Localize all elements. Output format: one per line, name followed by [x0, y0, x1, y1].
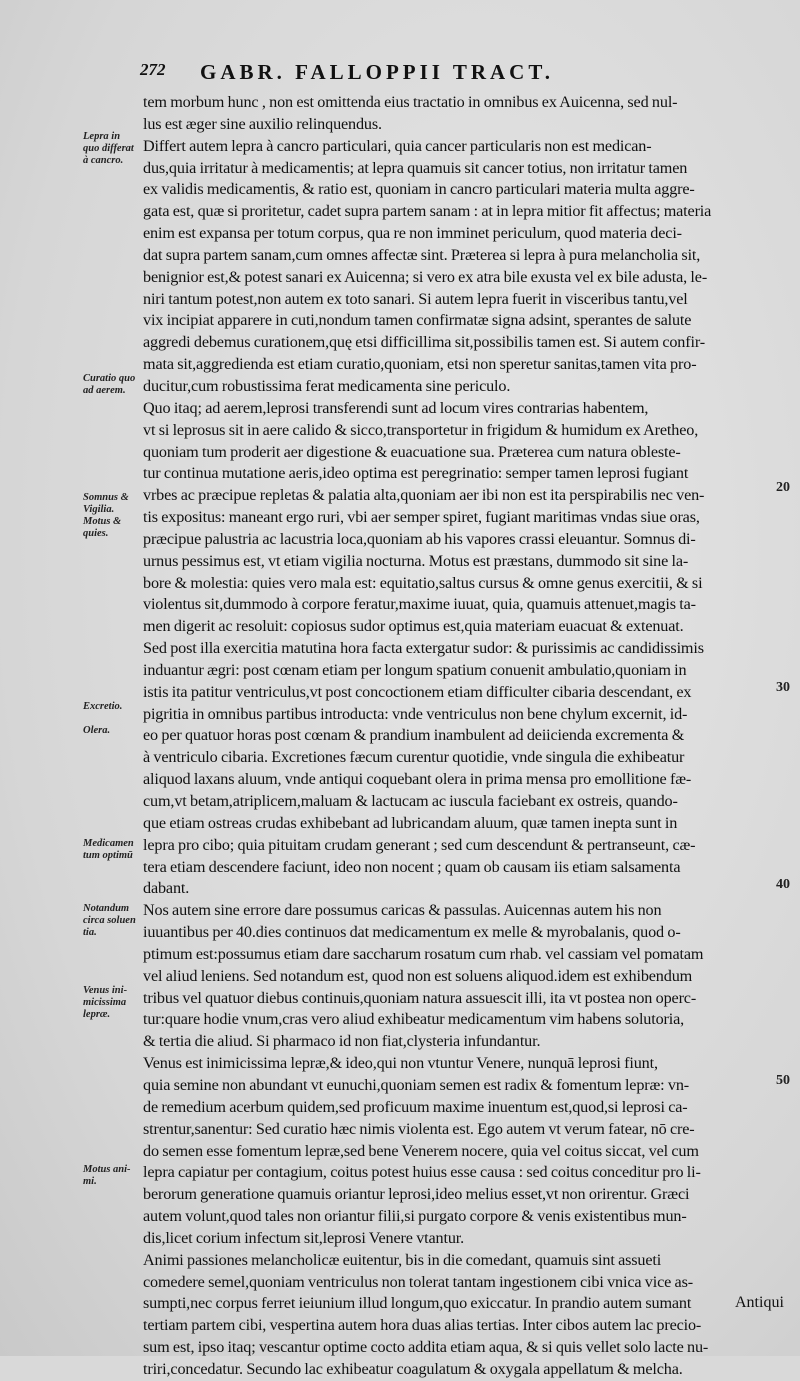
text-line: que etiam ostreas crudas exhibebant ad lubricandam aluum, quæ tamen inepta sunt in	[143, 813, 678, 832]
margin-note-line: Lepra in	[83, 131, 121, 142]
margin-note-line: lepræ.	[83, 1009, 111, 1020]
margin-note-line: Motus &	[83, 516, 122, 527]
text-line: & tertia die aliud. Si pharmaco id non fiat,clysteria infundantur.	[143, 1032, 541, 1051]
text-line: Quo itaq; ad aerem,leprosi transferendi sunt ad locum vires contrarias habentem,	[143, 398, 649, 417]
margin-note-line: Vigilia.	[83, 504, 115, 515]
text-line: violentus sit,dummodo à corpore feratur,maxime iuuat, quia, quamuis attenuet,magis ta-	[143, 595, 696, 614]
text-line: tribus vel quatuor diebus continuis,quoniam natura assuescit illi, ita vt postea non operc-	[143, 988, 697, 1007]
margin-note-line: à cancro.	[83, 155, 124, 166]
text-line: vel aliud leniens. Sed notandum est, quod non est soluens aliquod.idem est exhibendum	[143, 966, 693, 985]
text-line: istis ita patitur ventriculus,vt post concoctionem etiam difficulter cibaria descendant, ex	[143, 682, 692, 701]
text-line: pigritia in omnibus partibus introducta: vnde ventriculus non bene chylum excernit, id-	[143, 704, 688, 723]
text-line: Animi passiones melancholicæ euitentur, bis in die comedant, quamuis sint assueti	[143, 1250, 662, 1269]
text-line: men digerit ac resoluit: copiosus sudor optimus est,quia materiam euacuat & extenuat.	[143, 617, 684, 636]
margin-note-somnus	[83, 492, 141, 540]
text-line: tera etiam descendere faciunt, ideo non nocent ; quam ob causam iis etiam salsamenta	[143, 857, 681, 876]
text-line: tur continua mutatione aeris,ideo optima est peregrinatio: semper tamen leprosi fugiant	[143, 464, 689, 483]
margin-note-line: Olera.	[83, 725, 111, 736]
margin-note-excretio	[83, 701, 141, 737]
text-line: iuuantibus per 40.dies continuos dat medicamentum ex melle & myrobalanis, quod o-	[143, 923, 681, 942]
text-line: urnus pessimus est, vt etiam vigilia nocturna. Motus est præstans, dummodo sit sine la-	[143, 551, 689, 570]
text-line: præcipue palustria ac lacustria loca,quoniam ab his vapores crassi eleuantur. Somnus di-	[143, 529, 696, 548]
margin-note-line	[83, 713, 141, 725]
text-line: benignior est,& potest sanari ex Auicenna; si vero ex atra bile exusta vel ex bile adusta, le-	[143, 267, 708, 286]
margin-note-line: circa soluen	[83, 915, 136, 926]
text-line: niri tantum potest,non autem ex toto sanari. Si autem lepra fuerit in visceribus tantu,vel	[143, 289, 688, 308]
text-line: tertiam partem cibi, vespertina autem hora duas alias tertias. Inter cibos autem lac precio-	[143, 1316, 702, 1335]
text-line: tur:quare hodie vnum,cras vero aliud exhibeatur medicamentum vim habens solutoria,	[143, 1010, 685, 1029]
text-line: aliquod laxans aluum, vnde antiqui coquebant olera in prima mensa pro emollitione fæ-	[143, 770, 692, 789]
text-line: cum,vt betam,atriplicem,maluam & lactucam ac iuscula faciebant ex ostreis, quando-	[143, 792, 678, 810]
text-line: Sed post illa exercitia matutina hora facta extergatur sudor: & purissimis ac candidissimis	[143, 639, 704, 658]
text-line: eo per quatuor horas post cœnam & prandium inambulent ad deiicienda excrementa &	[143, 726, 685, 745]
text-line: Nos autem sine errore dare possumus caricas & passulas. Auicennas autem his non	[143, 901, 662, 920]
margin-note-curatio	[83, 373, 141, 397]
margin-note-line: Curatio quo	[83, 373, 136, 384]
text-line: Venus est inimicissima lepræ,& ideo,qui non vtuntur Venere, nunquā leprosi fiunt,	[143, 1054, 658, 1073]
margin-note-line: Medicamen	[83, 838, 134, 849]
text-line: do semen esse fomentum lepræ,sed bene Venerem nocere, quia vel coitus siccat, vel cum	[143, 1141, 699, 1160]
text-line: vt si leprosus sit in aere calido & sicco,transportetur in frigidum & humidum ex Aretheo,	[143, 420, 699, 439]
text-line: à ventriculo cibaria. Excretiones fæcum curentur quotidie, vnde singula die exhibeatur	[143, 748, 685, 767]
text-line: vrbes ac præcipue repletas & palatia alta,quoniam aer ibi non est ita perspirabilis nec ven-	[143, 486, 705, 505]
text-line: berorum generatione quamuis oriantur leprosi,ideo melius esset,vt non orirentur. Græci	[143, 1185, 690, 1204]
text-line: tem morbum hunc , non est omittenda eius tractatio in omnibus ex Auicenna, sed nul-	[143, 93, 678, 111]
margin-note-line: Somnus &	[83, 492, 129, 503]
text-line: comedere semel,quoniam ventriculus non tolerat tantam ingestionem cibi vnica vice as-	[143, 1272, 693, 1291]
text-line: dis,licet corium infectum sit,leprosi Venere vtantur.	[143, 1228, 465, 1247]
running-head: GABR. FALLOPPII TRACT.	[200, 60, 555, 84]
text-line: Differt autem lepra à cancro particulari, quia cancer particularis non est medican-	[143, 136, 652, 155]
margin-note-line: tum optimū	[83, 850, 133, 861]
text-line: dat supra partem sanam,cum omnes affectæ sint. Præterea si lepra à pura melancholia sit,	[143, 245, 701, 264]
margin-note-line: tia.	[83, 927, 97, 938]
text-line: sumpti,nec corpus ferret ieiunium illud longum,quo exiccatur. In prandio autem sumant	[143, 1294, 692, 1313]
margin-note-line: Venus ini-	[83, 985, 128, 996]
text-line: aggredi debemus curationem,quę etsi difficillima sit,possibilis tamen est. Si autem confir-	[143, 333, 705, 352]
margin-note-line: quo differat	[83, 143, 134, 154]
text-line: tis expositus: maneant ergo ruri, vbi aer semper spiret, fugiant maritimas vndas siue oras,	[143, 508, 700, 527]
text-line: lepra pro cibo; quia pituitam crudam generant ; sed cum descendunt & pertranseunt, cæ-	[143, 835, 696, 854]
main-text-block	[143, 92, 788, 1381]
margin-note-lepra	[83, 131, 141, 167]
line-number: 50	[776, 1073, 790, 1088]
line-number: 20	[776, 480, 790, 495]
text-line: strentur,sanentur: Sed curatio hæc nimis violenta est. Ego autem vt verum fatear, nō cre-	[143, 1119, 695, 1138]
text-line: induantur ægri: post cœnam etiam per longum spatium conuenit ambulatio,quoniam in	[143, 660, 687, 679]
margin-note-line: Notandum	[83, 903, 130, 914]
margin-note-motus-animi	[83, 1164, 141, 1188]
text-line: ducitur,cum robustissima ferat medicamenta sine periculo.	[143, 376, 511, 395]
text-line: bore & molestia: quies vero mala est: equitatio,saltus cursus & omne genus exercitii, & si	[143, 573, 703, 592]
text-line: lus est æger sine auxilio relinquendus.	[143, 114, 382, 133]
text-line: autem volunt,quod tales non oriantur filii,si purgato corpore & venis existentibus mun-	[143, 1207, 687, 1226]
text-line: dabant.	[143, 879, 190, 898]
margin-note-line: ad aerem.	[83, 385, 126, 396]
text-line: sum est, ipso itaq; vescantur optime cocto addita etiam aqua, & si quis vellet solo lacte nu-	[143, 1338, 709, 1357]
text-line: mata sit,aggredienda est etiam curatio,quoniam, etsi non speretur sanitas,tamen vita pro-	[143, 355, 697, 374]
text-line: quia semine non abundant vt eunuchi,quoniam semen est radix & fomentum lepræ: vn-	[143, 1075, 690, 1094]
line-number: 40	[776, 877, 790, 892]
text-line: ex validis medicamentis, & ratio est, quoniam in cancro particulari materia multa aggre-	[143, 180, 695, 199]
margin-note-line: Excretio.	[83, 701, 123, 712]
text-line: quoniam tum proderit aer digestione & euacuatione sua. Præterea cum natura obleste-	[143, 442, 681, 461]
text-line: ptimum est:possumus etiam dare saccharum rosatum cum rhab. vel cassiam vel pomatam	[143, 944, 704, 963]
text-line: gata est, quæ si proritetur, cadet supra partem sanam : at in lepra mitior fit affectus; materia	[143, 202, 712, 221]
margin-note-medicamentum	[83, 838, 141, 862]
text-line: lepra capiatur per contagium, coitus potest huius esse causa : sed coitus conceditur pro li-	[143, 1163, 701, 1182]
text-line: de remedium acerbum quidem,sed proficuum maxime inuentum est,quod,si leprosi ca-	[143, 1097, 688, 1116]
catchword: Antiqui	[735, 1294, 784, 1311]
margin-note-venus	[83, 985, 141, 1021]
text-line: vix incipiat apparere in cuti,nondum tamen confirmatæ signa adsint, sperantes de salute	[143, 311, 692, 330]
margin-note-line: micissima	[83, 997, 127, 1008]
page-number: 272	[140, 60, 166, 79]
margin-note-line: quies.	[83, 528, 109, 539]
text-line: enim est expansa per totum corpus, qua re non imminet periculum, quod materia deci-	[143, 224, 682, 243]
text-line: triri,concedatur. Secundo lac exhibeatur coagulatum & oxygala appellatum & melcha.	[143, 1359, 683, 1378]
margin-note-line: mi.	[83, 1176, 97, 1187]
margin-note-line: Motus ani-	[83, 1164, 131, 1175]
line-number: 30	[776, 680, 790, 695]
text-line: dus,quia irritatur à medicamentis; at lepra quamuis sit cancer totius, non irritatur tamen	[143, 158, 688, 177]
margin-note-notandum	[83, 903, 141, 939]
